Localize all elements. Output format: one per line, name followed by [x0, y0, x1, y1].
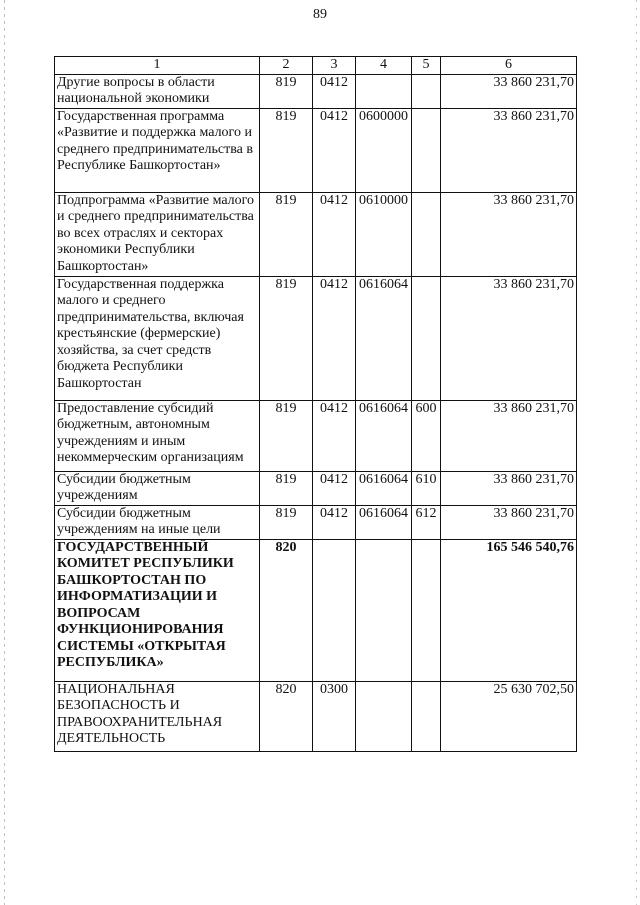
scan-edge-right	[636, 0, 637, 905]
row-ministry-code: 820	[260, 539, 313, 681]
row-amount: 33 860 231,70	[441, 471, 577, 505]
row-name: НАЦИОНАЛЬНАЯ БЕЗОПАСНОСТЬ И ПРАВООХРАНИТЕЛЬНАЯ ДЕЯТЕЛЬНОСТЬ	[55, 681, 260, 751]
row-section-code: 0412	[313, 505, 356, 539]
header-col-5: 5	[412, 57, 441, 75]
row-target-code: 0616064	[356, 276, 412, 400]
row-expense-type	[412, 192, 441, 276]
row-name: ГОСУДАРСТВЕННЫЙ КОМИТЕТ РЕСПУБЛИКИ БАШКОРТОСТАН ПО ИНФОРМАТИЗАЦИИ И ВОПРОСАМ ФУНКЦИОНИРОВАНИЯ СИСТЕМЫ «ОТКРЫТАЯ РЕСПУБЛИКА»	[55, 539, 260, 681]
row-ministry-code: 819	[260, 276, 313, 400]
row-section-code	[313, 539, 356, 681]
row-expense-type	[412, 539, 441, 681]
table-row	[55, 108, 577, 192]
row-expense-type: 600	[412, 400, 441, 471]
header-col-6: 6	[441, 57, 577, 75]
row-expense-type	[412, 681, 441, 751]
header-col-1: 1	[55, 57, 260, 75]
table-row	[55, 276, 577, 400]
scan-edge-left	[4, 0, 5, 905]
row-expense-type	[412, 108, 441, 192]
table-row	[55, 471, 577, 505]
row-name: Субсидии бюджетным учреждениям на иные цели	[55, 505, 260, 539]
row-ministry-code: 819	[260, 471, 313, 505]
row-target-code: 0600000	[356, 108, 412, 192]
budget-table	[54, 56, 577, 752]
table-header-row	[55, 57, 577, 75]
row-section-code: 0412	[313, 74, 356, 108]
row-name: Государственная поддержка малого и среднего предпринимательства, включая крестьянские (фермерские) хозяйства, за счет средств бюджета Республики Башкортостан	[55, 276, 260, 400]
page-number: 89	[313, 7, 327, 22]
row-target-code	[356, 681, 412, 751]
row-ministry-code: 820	[260, 681, 313, 751]
row-section-code: 0412	[313, 471, 356, 505]
table-row-committee	[55, 539, 577, 681]
row-amount: 25 630 702,50	[441, 681, 577, 751]
table-row	[55, 681, 577, 751]
row-name: Государственная программа «Развитие и поддержка малого и среднего предпринимательства в Республике Башкортостан»	[55, 108, 260, 192]
row-target-code	[356, 539, 412, 681]
row-amount: 33 860 231,70	[441, 108, 577, 192]
row-ministry-code: 819	[260, 400, 313, 471]
row-name: Предоставление субсидий бюджетным, автономным учреждениям и иным некоммерческим организациям	[55, 400, 260, 471]
row-target-code: 0610000	[356, 192, 412, 276]
row-target-code: 0616064	[356, 400, 412, 471]
row-name: Другие вопросы в области национальной экономики	[55, 74, 260, 108]
row-ministry-code: 819	[260, 505, 313, 539]
row-expense-type: 612	[412, 505, 441, 539]
row-name: Субсидии бюджетным учреждениям	[55, 471, 260, 505]
table-row	[55, 505, 577, 539]
row-name: Подпрограмма «Развитие малого и среднего предпринимательства во всех отраслях и секторах экономики Республики Башкортостан»	[55, 192, 260, 276]
row-ministry-code: 819	[260, 192, 313, 276]
row-target-code: 0616064	[356, 505, 412, 539]
header-col-2: 2	[260, 57, 313, 75]
row-amount: 33 860 231,70	[441, 400, 577, 471]
row-expense-type	[412, 276, 441, 400]
row-expense-type: 610	[412, 471, 441, 505]
table-row	[55, 192, 577, 276]
table-row	[55, 400, 577, 471]
row-amount: 33 860 231,70	[441, 74, 577, 108]
row-section-code: 0412	[313, 108, 356, 192]
row-ministry-code: 819	[260, 74, 313, 108]
header-col-3: 3	[313, 57, 356, 75]
table-row	[55, 74, 577, 108]
row-amount: 33 860 231,70	[441, 276, 577, 400]
row-target-code: 0616064	[356, 471, 412, 505]
row-expense-type	[412, 74, 441, 108]
row-target-code	[356, 74, 412, 108]
row-section-code: 0412	[313, 276, 356, 400]
row-ministry-code: 819	[260, 108, 313, 192]
row-amount: 33 860 231,70	[441, 192, 577, 276]
row-section-code: 0300	[313, 681, 356, 751]
row-amount: 33 860 231,70	[441, 505, 577, 539]
row-amount: 165 546 540,76	[441, 539, 577, 681]
row-section-code: 0412	[313, 400, 356, 471]
header-col-4: 4	[356, 57, 412, 75]
row-section-code: 0412	[313, 192, 356, 276]
